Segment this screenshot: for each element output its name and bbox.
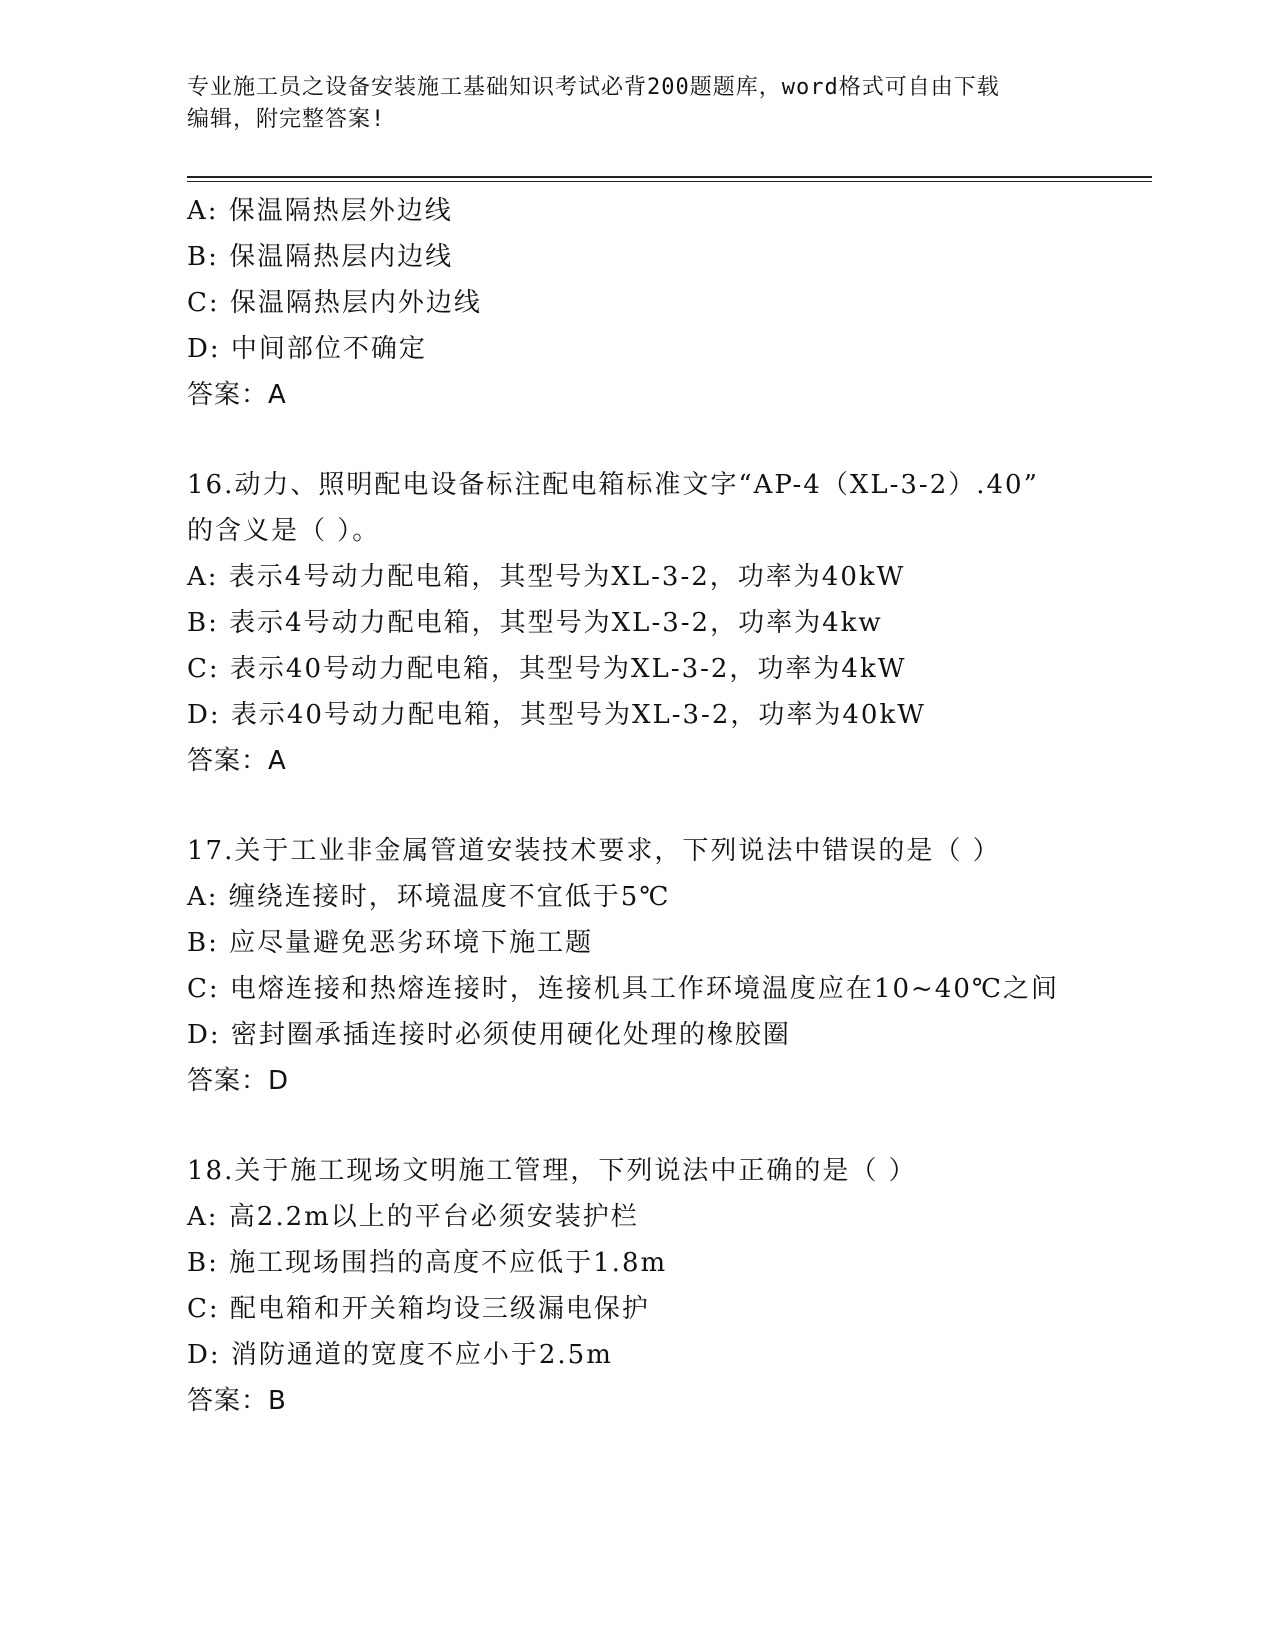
question-15 (187, 188, 1147, 418)
option-d: D: 消防通道的宽度不应小于2.5m (187, 1340, 613, 1370)
question-stem: 17.关于工业非金属管道安装技术要求，下列说法中错误的是（ ） (187, 836, 1001, 866)
spacer (187, 418, 1147, 462)
question-stem: 18.关于施工现场文明施工管理，下列说法中正确的是（ ） (187, 1156, 917, 1186)
header-line-1: 专业施工员之设备安装施工基础知识考试必背200题题库，word格式可自由下载 (187, 75, 1000, 100)
answer-line: 答案：A (187, 746, 287, 776)
header-line-2: 编辑，附完整答案! (187, 107, 386, 132)
document-header (187, 72, 1067, 136)
option-b: B: 应尽量避免恶劣环境下施工题 (187, 928, 594, 958)
option-b: B: 保温隔热层内边线 (187, 242, 454, 272)
option-a: A: 缠绕连接时，环境温度不宜低于5℃ (187, 882, 671, 912)
spacer (187, 1104, 1147, 1148)
question-17 (187, 828, 1147, 1104)
question-stem-line-1: 16.动力、照明配电设备标注配电箱标准文字“AP-4（XL-3-2）.40” (187, 470, 1039, 500)
option-c: C: 电熔连接和热熔连接时，连接机具工作环境温度应在10~40℃之间 (187, 974, 1059, 1004)
question-16 (187, 462, 1147, 784)
option-a: A: 保温隔热层外边线 (187, 196, 453, 226)
option-a: A: 表示4号动力配电箱，其型号为XL-3-2，功率为40kW (187, 562, 906, 592)
option-d: D: 密封圈承插连接时必须使用硬化处理的橡胶圈 (187, 1020, 791, 1050)
header-divider-thick (187, 176, 1152, 178)
option-c: C: 配电箱和开关箱均设三级漏电保护 (187, 1294, 650, 1324)
option-c: C: 保温隔热层内外边线 (187, 288, 482, 318)
option-d: D: 表示40号动力配电箱，其型号为XL-3-2，功率为40kW (187, 700, 926, 730)
answer-line: 答案：B (187, 1386, 287, 1416)
question-stem-line-2: 的含义是（ ）。 (187, 516, 381, 546)
question-list (187, 188, 1147, 1424)
answer-line: 答案：D (187, 1066, 290, 1096)
question-18 (187, 1148, 1147, 1424)
option-d: D: 中间部位不确定 (187, 334, 427, 364)
option-a: A: 高2.2m以上的平台必须安装护栏 (187, 1202, 639, 1232)
spacer (187, 784, 1147, 828)
header-divider-thin (187, 181, 1152, 182)
option-b: B: 表示4号动力配电箱，其型号为XL-3-2，功率为4kw (187, 608, 883, 638)
option-c: C: 表示40号动力配电箱，其型号为XL-3-2，功率为4kW (187, 654, 907, 684)
option-b: B: 施工现场围挡的高度不应低于1.8m (187, 1248, 668, 1278)
answer-line: 答案：A (187, 380, 287, 410)
